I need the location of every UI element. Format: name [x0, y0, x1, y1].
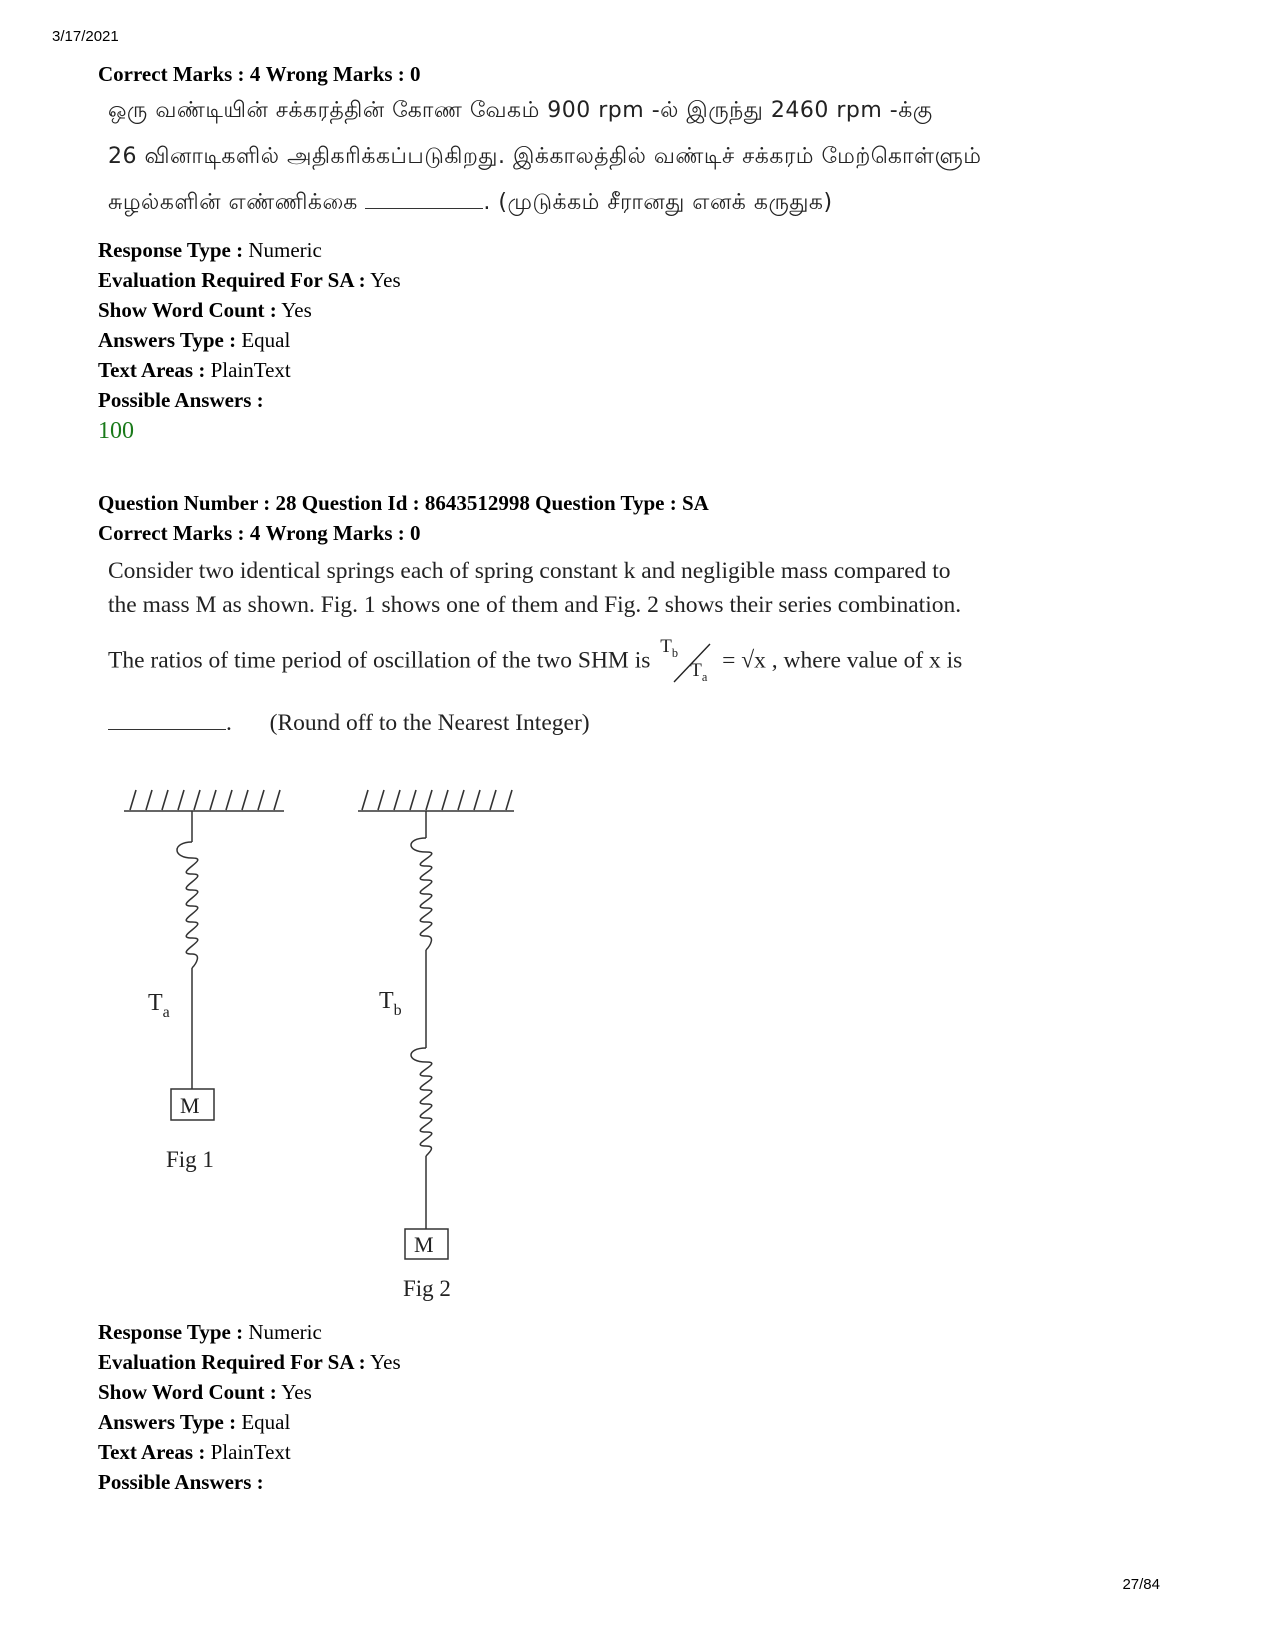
fig1-ceiling [124, 790, 284, 811]
q27-show-word-count: Show Word Count : Yes [98, 298, 312, 322]
q28-eval-required: Evaluation Required For SA : Yes [98, 1350, 401, 1374]
fig2-tension-label: $T_b$ [379, 988, 402, 1019]
q28-text-line-1: Consider two identical springs each of spring constant k and negligible mass compared to [108, 558, 951, 584]
page-number: 27/84 [1122, 1576, 1160, 1593]
q27-possible-answer: 100 [98, 418, 134, 444]
q28-header-line: Question Number : 28 Question Id : 8643512998 Question Type : SA [98, 491, 709, 515]
ratio-fraction: $T_b$ $T_a$ [656, 640, 716, 684]
q28-text-line-2: the mass M as shown. Fig. 1 shows one of them and Fig. 2 shows their series combination. [108, 592, 962, 618]
q28-answers-type: Answers Type : Equal [98, 1410, 291, 1434]
spring-figures [100, 780, 540, 1310]
q27-marks-line: Correct Marks : 4 Wrong Marks : 0 [98, 62, 421, 86]
q28-text-line-3: The ratios of time period of oscillation of the two SHM is $T_b$ $T_a$ = √x , where value of x is [108, 636, 963, 684]
fig1-caption: Fig 1 [166, 1147, 214, 1172]
fig1-mass-label: M [180, 1093, 200, 1118]
q28-text-line-4: . (Round off to the Nearest Integer) [108, 710, 1108, 737]
fig2-upper-spring [411, 811, 432, 1048]
q28-response-type: Response Type : Numeric [98, 1320, 322, 1344]
q28-possible-answers-label: Possible Answers : [98, 1470, 264, 1494]
fig2-mass-label: M [414, 1232, 434, 1257]
answer-blank [108, 728, 226, 730]
fig2-lower-spring [411, 1048, 432, 1230]
q27-possible-answers-label: Possible Answers : [98, 388, 264, 412]
q27-eval-required: Evaluation Required For SA : Yes [98, 268, 401, 292]
fig1-spring [177, 811, 198, 1090]
q28-text-areas: Text Areas : PlainText [98, 1440, 291, 1464]
q28-show-word-count: Show Word Count : Yes [98, 1380, 312, 1404]
answer-blank [365, 207, 483, 209]
q27-text-line-3: சுழல்களின் எண்ணிக்கை . (முடுக்கம் சீரானது எனக் கருதுக) [108, 190, 833, 215]
q27-text-areas: Text Areas : PlainText [98, 358, 291, 382]
fig2-caption: Fig 2 [403, 1276, 451, 1301]
q27-answers-type: Answers Type : Equal [98, 328, 291, 352]
q27-text-line-1: ஒரு வண்டியின் சக்கரத்தின் கோண வேகம் 900 rpm -ல் இருந்து 2460 rpm -க்கு [108, 98, 933, 123]
q27-text-line-2: 26 வினாடிகளில் அதிகரிக்கப்படுகிறது. இக்காலத்தில் வண்டிச் சக்கரம் மேற்கொள்ளும் [108, 144, 982, 169]
fig1-tension-label: $T_a$ [148, 990, 170, 1021]
q27-question-text [108, 88, 1108, 226]
q28-marks-line: Correct Marks : 4 Wrong Marks : 0 [98, 521, 421, 545]
q27-response-type: Response Type : Numeric [98, 238, 322, 262]
fig2-ceiling [358, 790, 514, 811]
print-date: 3/17/2021 [52, 28, 119, 45]
